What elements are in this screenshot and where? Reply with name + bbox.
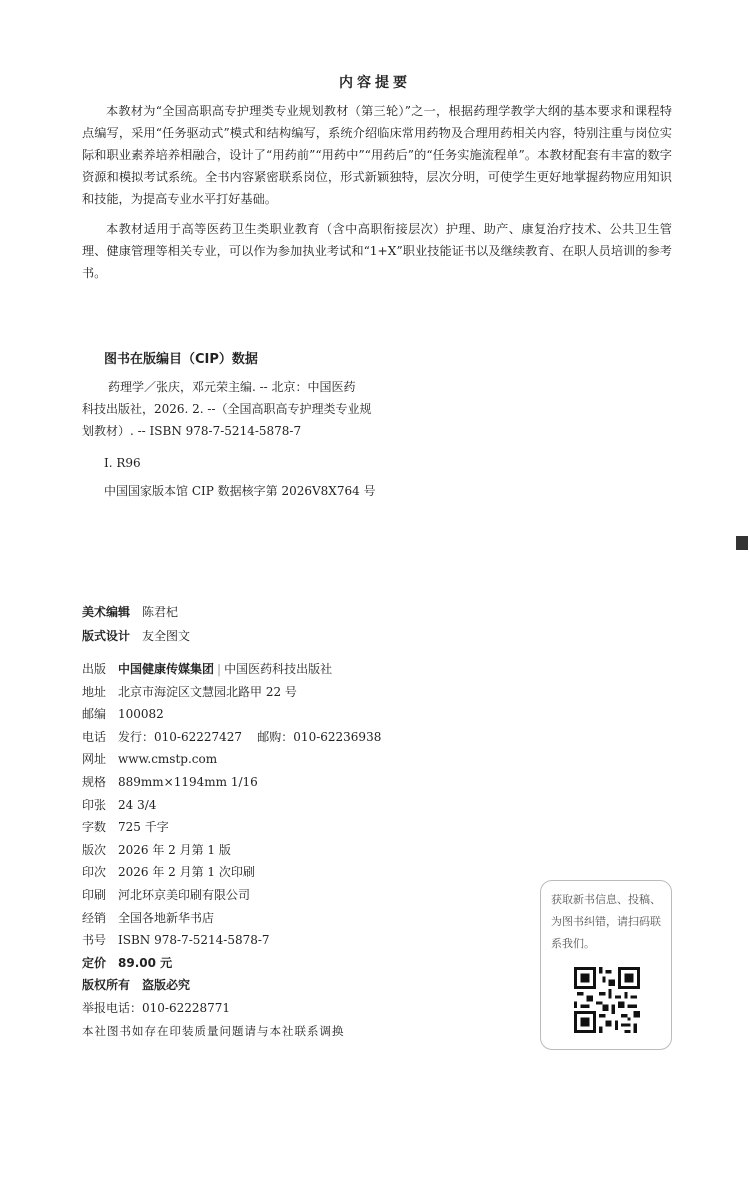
address-label: 地址	[82, 684, 107, 699]
word-count: 725 千字	[118, 820, 169, 835]
sheets-label: 印张	[82, 797, 107, 812]
edition-label: 版次	[82, 842, 107, 857]
credits-block	[82, 600, 190, 648]
page-title: 内容提要	[339, 75, 411, 91]
qr-promo-box	[540, 880, 672, 1050]
price-label: 定价	[82, 955, 107, 970]
art-editor-label: 美术编辑	[82, 605, 131, 619]
sheets: 24 3/4	[118, 797, 157, 812]
cip-heading: 图书在版编目（CIP）数据	[104, 352, 258, 367]
address: 北京市海淀区文慧园北路甲 22 号	[118, 684, 297, 699]
printer: 河北环京美印刷有限公司	[118, 887, 251, 902]
price: 89.00 元	[118, 955, 173, 970]
postcode-label: 邮编	[82, 707, 107, 722]
publisher-label: 出版	[82, 662, 107, 676]
cip-block	[82, 376, 372, 442]
phone: 发行：010-62227427 邮购：010-62236938	[118, 729, 382, 744]
layout-design: 友全图文	[142, 629, 191, 643]
side-marker-block	[736, 536, 748, 550]
cip-line-2: 科技出版社，2026. 2. --（全国高职高专护理类专业规	[82, 402, 372, 416]
format-label: 规格	[82, 774, 107, 789]
qr-code-icon	[574, 967, 640, 1033]
distributor-label: 经销	[82, 910, 107, 925]
layout-design-label: 版式设计	[82, 629, 131, 643]
printing-label: 印次	[82, 865, 107, 880]
isbn: ISBN 978-7-5214-5878-7	[118, 933, 270, 948]
postcode: 100082	[118, 707, 164, 722]
phone-label: 电话	[82, 729, 107, 744]
printer-label: 印刷	[82, 887, 107, 902]
edition: 2026 年 2 月第 1 版	[118, 842, 231, 857]
summary-paragraph-2: 本教材适用于高等医药卫生类职业教育（含中高职衔接层次）护理、助产、康复治疗技术、公共卫生管理、健康管理等相关专业，可以作为参加执业考试和“1+X”职业技能证书以及继续教育、在职人员培训的参考书。	[82, 222, 672, 280]
rights-statement: 版权所有 盗版必究	[82, 978, 191, 993]
cip-record: 中国国家版本馆 CIP 数据核字第 2026V8X764 号	[104, 484, 376, 498]
printing: 2026 年 2 月第 1 次印刷	[118, 865, 255, 880]
art-editor: 陈君杞	[142, 605, 179, 619]
report-phone: 举报电话：010-62228771	[82, 1000, 231, 1015]
publisher-name: 中国医药科技出版社	[224, 662, 333, 676]
cip-classification: Ⅰ. R96	[104, 456, 141, 470]
distributor: 全国各地新华书店	[118, 910, 215, 925]
promo-text: 获取新书信息、投稿、为图书纠错，请扫码联系我们。	[551, 893, 661, 950]
website: www.cmstp.com	[118, 752, 218, 767]
cip-line-1: 药理学／张庆，邓元荣主编. -- 北京：中国医药	[108, 380, 356, 394]
format: 889mm×1194mm 1/16	[118, 774, 258, 789]
website-label: 网址	[82, 752, 107, 767]
isbn-label: 书号	[82, 933, 107, 948]
side-marker	[736, 536, 748, 550]
publisher-separator: |	[217, 662, 222, 676]
summary-paragraph-1: 本教材为“全国高职高专护理类专业规划教材（第三轮）”之一，根据药理学教学大纲的基本要求和课程特点编写，采用“任务驱动式”模式和结构编写，系统介绍临床常用药物及合理用药相关内容，特别注重与岗位实际和职业素养培养相融合，设计了“用药前”“用药中”“用药后”的“任务实施流程单”。本教材配套有丰富的数字资源和模拟考试系统。全书内容紧密联系岗位，形式新颖独特，层次分明，可使学生更好地掌握药物应用知识和技能，为提高专业水平打好基础。	[82, 104, 672, 206]
word-count-label: 字数	[82, 820, 107, 835]
publisher-group: 中国健康传媒集团	[118, 662, 215, 676]
cip-line-3: 划教材）. -- ISBN 978-7-5214-5878-7	[82, 424, 302, 438]
publication-info	[82, 658, 381, 1042]
quality-notice: 本社图书如存在印装质量问题请与本社联系调换	[82, 1023, 345, 1038]
